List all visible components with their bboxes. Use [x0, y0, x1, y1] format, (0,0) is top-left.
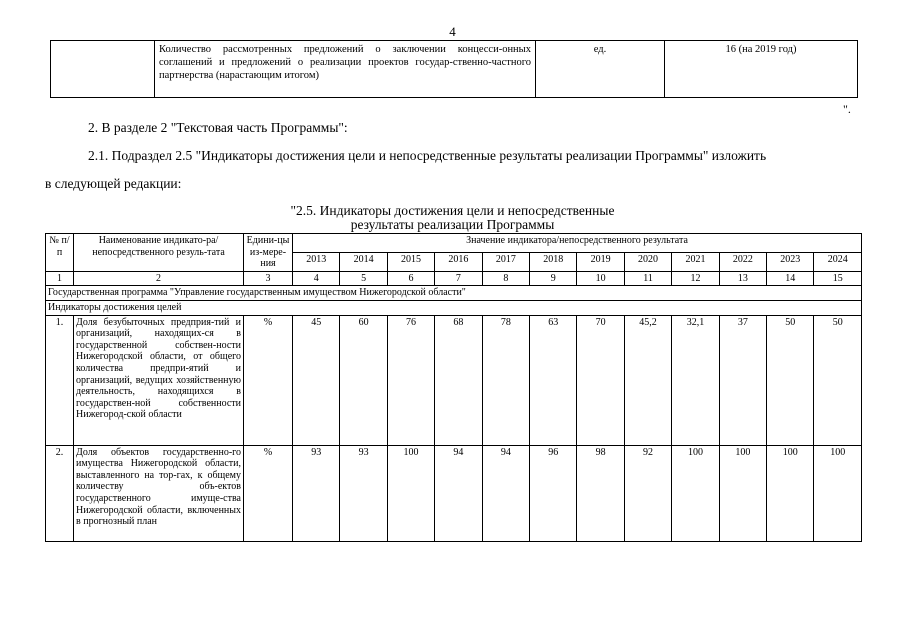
indicator-value: 50 — [814, 315, 862, 445]
header-value-group: Значение индикатора/непосредственного результата — [293, 234, 862, 253]
program-title: Государственная программа "Управление государственным имуществом Нижегородской области" — [46, 286, 862, 301]
column-number: 2 — [74, 271, 244, 286]
header-year: 2018 — [530, 252, 577, 271]
header-year: 2015 — [387, 252, 434, 271]
header-year: 2022 — [719, 252, 766, 271]
indicator-value: 94 — [435, 445, 482, 541]
indicator-value: 94 — [482, 445, 529, 541]
indicator-value: 37 — [719, 315, 766, 445]
indicator-value: 100 — [814, 445, 862, 541]
indicator-value: 76 — [387, 315, 434, 445]
indicator-value: 100 — [767, 445, 814, 541]
table-title-line: "2.5. Индикаторы достижения цели и непосредственные — [290, 203, 615, 218]
previous-table — [50, 40, 858, 98]
indicator-name: Доля безубыточных предприя-тий и организаций, находящих-ся в государственной собствен-ности Нижегородской области, от общего количества предпри-ятий и организаций, ведущих хозяйственную деятельность, находящихся в государствен-ной собственности Нижегород-ской области — [74, 315, 244, 445]
indicator-value: 63 — [530, 315, 577, 445]
page-number: 4 — [449, 24, 456, 39]
closing-quote: ". — [843, 102, 851, 116]
row-number: 2. — [46, 445, 74, 541]
indicators-table — [45, 233, 862, 542]
header-year: 2021 — [672, 252, 719, 271]
indicator-value: 98 — [577, 445, 624, 541]
header-num: № п/п — [46, 234, 74, 272]
table-title — [0, 204, 905, 232]
indicator-value: 93 — [340, 445, 387, 541]
column-number-row — [46, 271, 862, 286]
program-row — [46, 286, 862, 301]
column-number: 14 — [767, 271, 814, 286]
table-cell: Количество рассмотренных предложений о заключении концесси-онных соглашений и предложений о реализации проектов государ-ственно-частного партнерства (нарастающим итогом) — [155, 41, 536, 98]
indicator-value: 96 — [530, 445, 577, 541]
column-number: 13 — [719, 271, 766, 286]
paragraph: 2.1. Подраздел 2.5 "Индикаторы достижения цели и непосредственные результаты реализации Программы" изложить — [88, 148, 767, 163]
indicator-value: 70 — [577, 315, 624, 445]
column-number: 3 — [244, 271, 293, 286]
column-number: 4 — [293, 271, 340, 286]
indicator-unit: % — [244, 445, 293, 541]
table-title-line: результаты реализации Программы — [350, 217, 555, 232]
header-unit: Едини-цы из-мере-ния — [244, 234, 293, 272]
header-year: 2013 — [293, 252, 340, 271]
indicator-value: 45,2 — [624, 315, 671, 445]
paragraph: в следующей редакции: — [45, 176, 182, 191]
header-name: Наименование индикато-ра/непосредственного резуль-тата — [74, 234, 244, 272]
table-cell — [51, 41, 155, 98]
column-number: 7 — [435, 271, 482, 286]
indicator-value: 78 — [482, 315, 529, 445]
indicator-unit: % — [244, 315, 293, 445]
indicator-value: 68 — [435, 315, 482, 445]
table-cell: 16 (на 2019 год) — [665, 41, 858, 98]
column-number: 9 — [530, 271, 577, 286]
section-title: Индикаторы достижения целей — [46, 300, 862, 315]
indicator-name: Доля объектов государственно-го имущества Нижегородской области, выставленного на тор-гах, к общему количеству объ-ектов государственного имуще-ства Нижегородской области, включенных в прогнозный план — [74, 445, 244, 541]
table-header-row — [46, 234, 862, 253]
indicator-value: 100 — [719, 445, 766, 541]
header-year: 2024 — [814, 252, 862, 271]
indicator-value: 60 — [340, 315, 387, 445]
section-row — [46, 300, 862, 315]
paragraph: 2. В разделе 2 "Текстовая часть Программы": — [88, 120, 348, 135]
indicator-value: 93 — [293, 445, 340, 541]
indicator-value: 45 — [293, 315, 340, 445]
indicator-value: 100 — [672, 445, 719, 541]
column-number: 8 — [482, 271, 529, 286]
indicator-value: 100 — [387, 445, 434, 541]
table-row — [46, 445, 862, 541]
table-cell: ед. — [536, 41, 665, 98]
table-row — [46, 315, 862, 445]
column-number: 15 — [814, 271, 862, 286]
indicator-value: 92 — [624, 445, 671, 541]
column-number: 1 — [46, 271, 74, 286]
header-year: 2014 — [340, 252, 387, 271]
header-year: 2016 — [435, 252, 482, 271]
header-year: 2023 — [767, 252, 814, 271]
header-year: 2020 — [624, 252, 671, 271]
column-number: 12 — [672, 271, 719, 286]
column-number: 6 — [387, 271, 434, 286]
column-number: 11 — [624, 271, 671, 286]
row-number: 1. — [46, 315, 74, 445]
table-row — [51, 41, 858, 98]
column-number: 10 — [577, 271, 624, 286]
header-year: 2017 — [482, 252, 529, 271]
header-year: 2019 — [577, 252, 624, 271]
indicator-value: 32,1 — [672, 315, 719, 445]
column-number: 5 — [340, 271, 387, 286]
indicator-value: 50 — [767, 315, 814, 445]
